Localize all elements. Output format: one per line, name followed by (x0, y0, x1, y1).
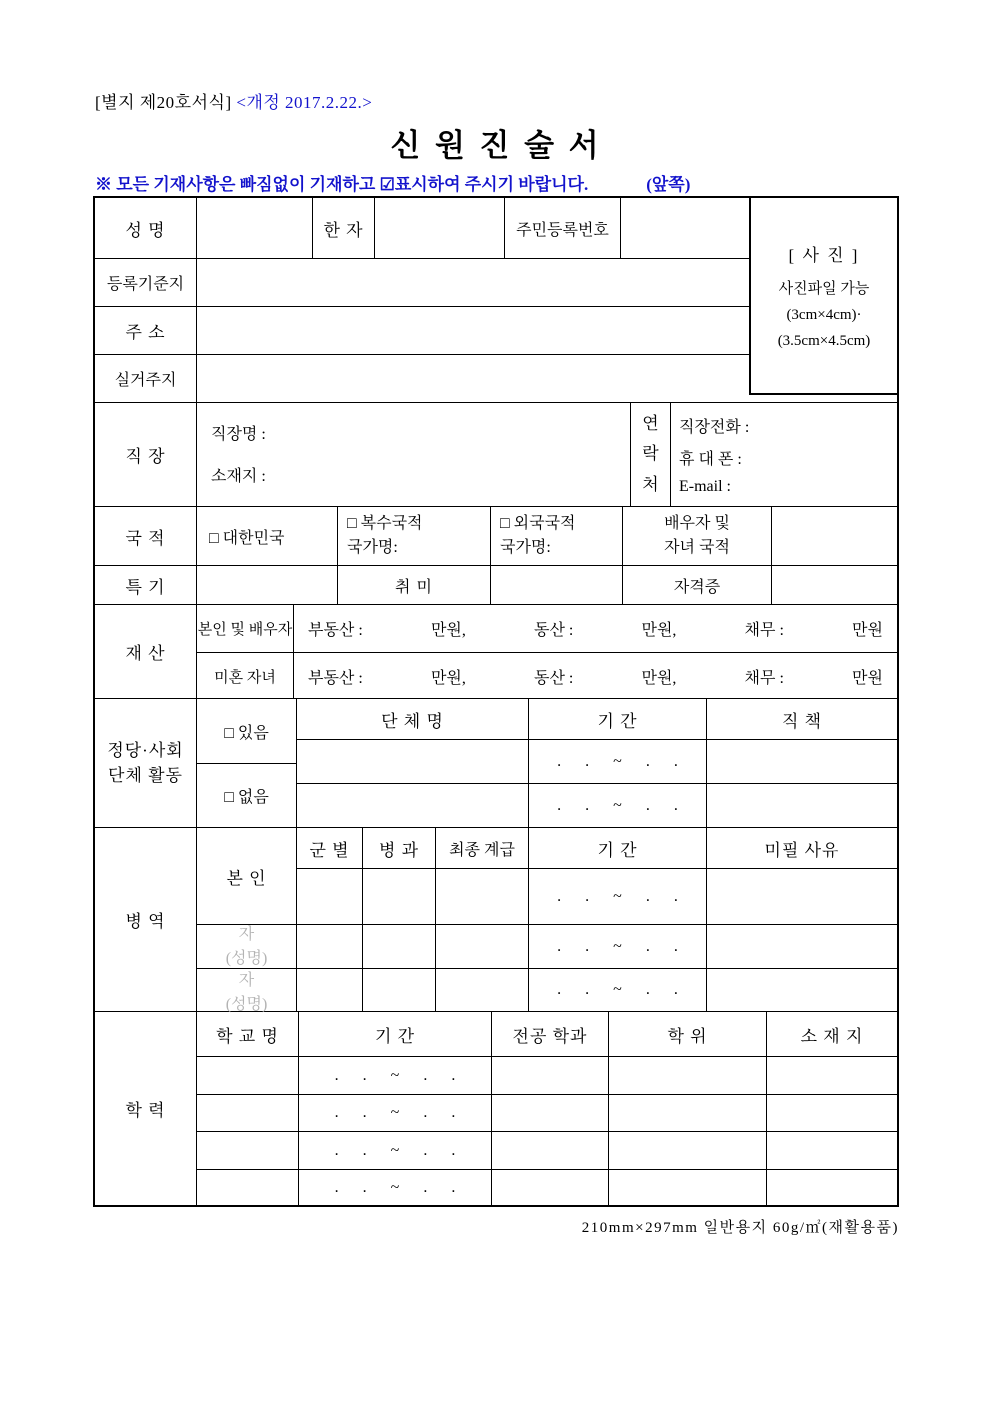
korea-option-label: □ 대한민국 (209, 529, 285, 547)
education-header-row (197, 1012, 897, 1056)
school-name-input-cell[interactable] (197, 1132, 298, 1169)
workplace-label: 직 장 (125, 447, 166, 466)
hobby-input-cell[interactable] (490, 566, 622, 604)
foreign-nationality-option[interactable] (490, 507, 622, 565)
rrn-input-cell[interactable] (620, 198, 749, 258)
org-yesno-column (196, 699, 296, 827)
education-data-row (197, 1094, 897, 1131)
military-period-input-cell[interactable]: . . ~ . . (528, 925, 706, 968)
hanja-input-cell[interactable] (374, 198, 504, 258)
rank-input-cell[interactable] (435, 925, 528, 968)
photo-title: [ 사 진 ] (788, 246, 860, 265)
child-label-line2: (성명) (225, 949, 268, 967)
military-period-input-cell[interactable]: . . ~ . . (528, 869, 706, 924)
mobile-phone-label: 휴 대 폰 : (679, 450, 742, 468)
school-name-input-cell[interactable] (197, 1170, 298, 1205)
workplace-section (95, 402, 897, 506)
education-period-input-cell[interactable]: . . ~ . . (298, 1057, 491, 1094)
specialty-input-cell[interactable] (362, 869, 435, 924)
children-property-input-cell[interactable] (293, 653, 897, 699)
instruction-underline (95, 175, 690, 198)
hanja-label: 한 자 (312, 198, 374, 258)
registration-label: 등록기준지 (106, 276, 185, 293)
org-period-input-cell[interactable]: . . ~ . . (528, 740, 706, 783)
instruction-line (95, 170, 690, 195)
multiple-option-label: □ 복수국적 (347, 515, 423, 532)
degree-input-cell[interactable] (608, 1132, 766, 1169)
specialty-section (95, 565, 897, 604)
military-self-label: 본 인 (226, 868, 267, 888)
major-input-cell[interactable] (491, 1057, 608, 1094)
license-input-cell[interactable] (771, 566, 897, 604)
military-table (296, 828, 897, 1011)
registration-input-cell[interactable] (196, 259, 749, 306)
education-period-input-cell[interactable]: . . ~ . . (298, 1132, 491, 1169)
education-period-input-cell[interactable]: . . ~ . . (298, 1095, 491, 1131)
military-period-header: 기 간 (528, 828, 706, 868)
education-data-row (197, 1131, 897, 1169)
contact-char-1: 연 (642, 413, 659, 433)
photo-area (749, 198, 897, 402)
rank-input-cell[interactable] (435, 869, 528, 924)
license-label: 자격증 (622, 566, 771, 604)
photo-note-1: 사진파일 가능 (778, 281, 870, 297)
branch-input-cell[interactable] (297, 869, 362, 924)
org-position-input-cell[interactable] (706, 740, 897, 783)
location-input-cell[interactable] (766, 1057, 897, 1094)
specialty-input-cell[interactable] (196, 566, 337, 604)
branch-input-cell[interactable] (297, 925, 362, 968)
org-has-label: □ 있음 (224, 724, 269, 742)
location-input-cell[interactable] (766, 1170, 897, 1205)
org-position-header: 직 책 (706, 699, 897, 739)
military-data-row (297, 924, 897, 968)
property-label: 재 산 (125, 644, 166, 663)
foreign-country-label: 국가명: (500, 539, 551, 556)
manwon-label: 만원, (430, 669, 466, 687)
nationality-section (95, 506, 897, 565)
photo-box (749, 198, 897, 395)
family-nationality-input-cell[interactable] (771, 507, 897, 565)
movables-label: 동산 : (534, 622, 574, 639)
education-data-row (197, 1169, 897, 1205)
org-name-input-cell[interactable] (297, 784, 528, 827)
org-activity-line2: 단체 활동 (108, 766, 183, 785)
property-section (95, 604, 897, 698)
child-label-line2: (성명) (225, 996, 268, 1013)
form-code-label: [별지 제20호서식] (95, 93, 232, 112)
manwon-label: 만원, (641, 669, 677, 687)
military-person-column (196, 828, 296, 1011)
workplace-input-cell[interactable] (196, 403, 630, 506)
military-branch-header: 군 별 (309, 840, 350, 860)
name-input-cell[interactable] (196, 198, 312, 258)
residence-input-cell[interactable] (196, 355, 749, 402)
education-section (95, 1011, 897, 1205)
org-data-row (297, 783, 897, 827)
identity-section (95, 198, 897, 402)
school-name-header: 학 교 명 (216, 1026, 279, 1046)
org-activity-line1: 정당·사회 (107, 740, 184, 760)
org-name-header: 단 체 명 (381, 711, 444, 731)
military-rank-header: 최종 계급 (435, 828, 528, 868)
school-name-input-cell[interactable] (197, 1057, 298, 1094)
address-row (95, 306, 749, 354)
degree-input-cell[interactable] (608, 1057, 766, 1094)
org-data-row (297, 739, 897, 783)
realestate-label: 부동산 : (308, 669, 363, 687)
rank-input-cell[interactable] (435, 969, 528, 1011)
specialty-input-cell[interactable] (362, 969, 435, 1011)
residence-label: 실거주지 (114, 372, 177, 389)
form-header-line (95, 88, 372, 113)
location-header: 소 재 지 (766, 1012, 897, 1056)
manwon-label: 만원 (852, 622, 883, 639)
education-table (196, 1012, 897, 1205)
organization-section (95, 698, 897, 827)
child-label-line1: 자 (238, 925, 255, 943)
owner-row-label: 본인 및 배우자 (196, 605, 293, 652)
name-row (95, 198, 749, 258)
military-child-label (197, 924, 296, 968)
org-none-option[interactable] (197, 763, 296, 827)
specialty-input-cell[interactable] (362, 925, 435, 968)
education-label: 학 력 (125, 1101, 166, 1120)
major-input-cell[interactable] (491, 1132, 608, 1169)
major-input-cell[interactable] (491, 1095, 608, 1131)
org-name-input-cell[interactable] (297, 740, 528, 783)
org-position-input-cell[interactable] (706, 784, 897, 827)
family-nationality-line2: 자녀 국적 (664, 539, 730, 556)
major-header: 전공 학과 (491, 1012, 608, 1056)
contact-input-cell[interactable] (670, 403, 897, 506)
work-phone-label: 직장전화 : (679, 418, 750, 436)
education-data-row (197, 1056, 897, 1094)
front-side-label: (앞쪽) (646, 175, 691, 194)
org-none-label: □ 없음 (224, 789, 269, 806)
children-row-label: 미혼 자녀 (196, 653, 293, 699)
photo-note-2: (3cm×4cm)· (786, 307, 862, 323)
revision-label: <개정 2017.2.22.> (236, 93, 373, 112)
reason-input-cell[interactable] (706, 869, 897, 924)
page-title: 신 원 진 술 서 (390, 128, 602, 163)
education-period-input-cell[interactable]: . . ~ . . (298, 1170, 491, 1205)
instruction-note: ※ 모든 기재사항은 빠짐없이 기재하고 ☑표시하여 주시기 바랍니다. (95, 175, 589, 194)
military-period-input-cell[interactable]: . . ~ . . (528, 969, 706, 1011)
family-nationality-line1: 배우자 및 (664, 515, 730, 532)
org-activity-label (95, 699, 196, 827)
email-label: E-mail : (679, 477, 731, 495)
contact-char-2: 락 (642, 444, 659, 464)
military-header-row (297, 828, 897, 868)
korea-checkbox-option[interactable] (196, 507, 337, 565)
nationality-label: 국 적 (125, 528, 166, 548)
movables-label: 동산 : (534, 669, 574, 687)
org-header-row (297, 699, 897, 739)
hobby-label: 취 미 (337, 566, 490, 604)
military-section (95, 827, 897, 1011)
major-input-cell[interactable] (491, 1170, 608, 1205)
property-row-owner (196, 605, 897, 652)
location-input-cell[interactable] (766, 1132, 897, 1169)
form-table (93, 196, 899, 1207)
family-nationality-label (622, 507, 771, 565)
property-rows (196, 605, 897, 698)
military-data-row (297, 868, 897, 924)
identity-left (95, 198, 749, 402)
org-table (296, 699, 897, 827)
address-label: 주 소 (125, 323, 166, 342)
org-period-input-cell[interactable]: . . ~ . . (528, 784, 706, 827)
military-label: 병 역 (125, 912, 166, 931)
contact-char-3: 처 (642, 474, 659, 494)
child-label-line1: 자 (238, 972, 255, 989)
owner-property-input-cell[interactable] (293, 605, 897, 652)
military-data-row (297, 968, 897, 1011)
realestate-label: 부동산 : (308, 622, 363, 639)
military-specialty-header: 병 과 (362, 828, 435, 868)
debt-label: 채무 : (744, 622, 784, 639)
multiple-country-label: 국가명: (347, 539, 398, 556)
contact-label (630, 403, 670, 506)
manwon-label: 만원, (641, 622, 677, 639)
military-child-label (197, 968, 296, 1017)
foreign-option-label: □ 외국국적 (500, 515, 576, 532)
specialty-label: 특 기 (125, 577, 166, 597)
registration-row (95, 258, 749, 306)
paper-spec-label: 210mm×297mm 일반용지 60g/㎡(재활용품) (581, 1220, 899, 1236)
military-reason-header: 미필 사유 (706, 828, 897, 868)
manwon-label: 만원, (430, 622, 466, 639)
reason-input-cell[interactable] (706, 969, 897, 1011)
rrn-label: 주민등록번호 (504, 198, 620, 258)
photo-note-3: (3.5cm×4.5cm) (777, 333, 871, 349)
residence-row (95, 354, 749, 402)
location-input-cell[interactable] (766, 1095, 897, 1131)
debt-label: 채무 : (744, 669, 784, 687)
degree-input-cell[interactable] (608, 1170, 766, 1205)
education-period-header: 기 간 (298, 1012, 491, 1056)
org-has-option[interactable] (197, 699, 296, 763)
school-name-input-cell[interactable] (197, 1095, 298, 1131)
org-period-header: 기 간 (528, 699, 706, 739)
degree-header: 학 위 (608, 1012, 766, 1056)
company-location-label: 소재지 : (211, 468, 266, 486)
reason-input-cell[interactable] (706, 925, 897, 968)
manwon-label: 만원 (852, 669, 883, 687)
address-input-cell[interactable] (196, 307, 749, 354)
company-name-label: 직장명 : (211, 425, 266, 443)
degree-input-cell[interactable] (608, 1095, 766, 1131)
property-row-children (196, 652, 897, 699)
name-label: 성 명 (125, 220, 166, 240)
multiple-nationality-option[interactable] (337, 507, 490, 565)
branch-input-cell[interactable] (297, 969, 362, 1011)
